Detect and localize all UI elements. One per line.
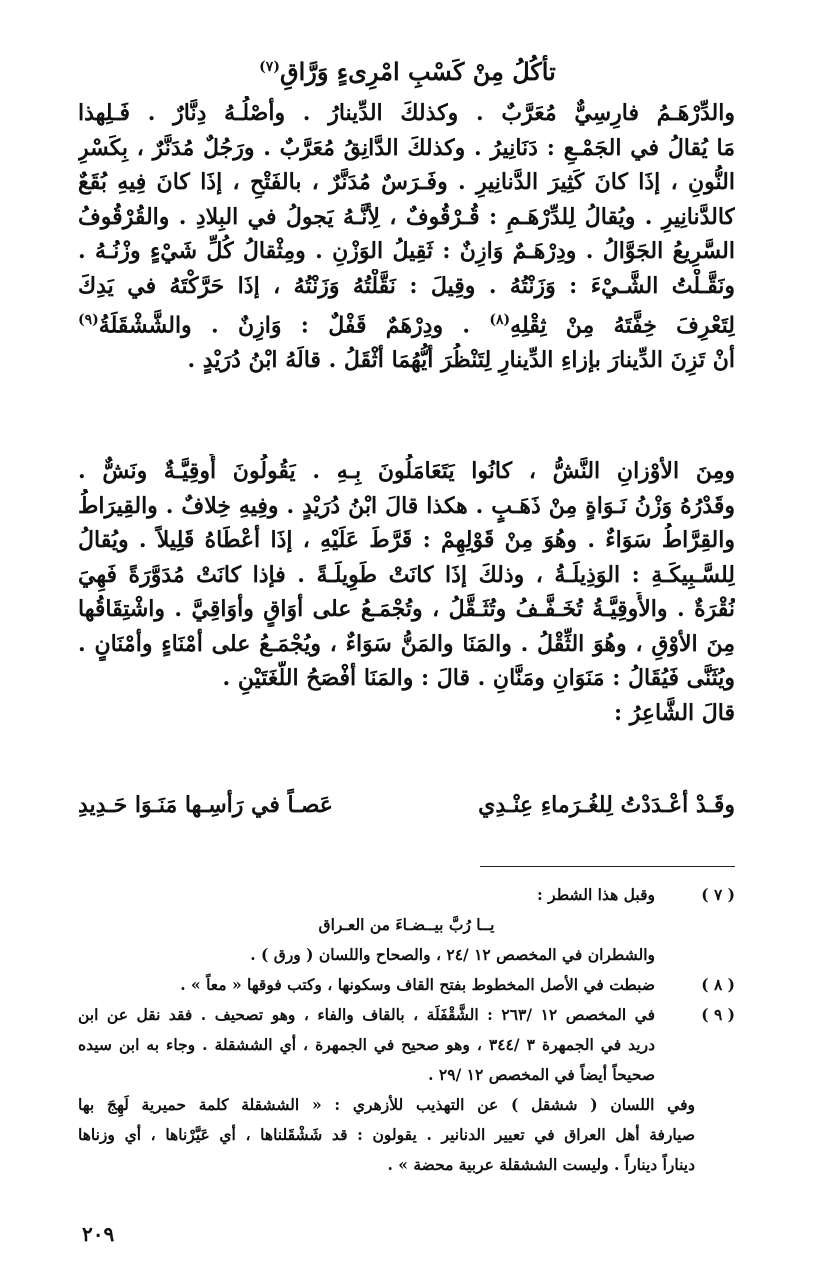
footnote-number: ( ٩ ) xyxy=(701,1005,735,1024)
poem-hemistich-1: وقَـدْ أعْـدَدْتُ لِلغُـرَماءِ عِنْـدِي xyxy=(478,792,735,818)
text-line: وقَدْرُهُ وَزْنُ نَـوَاةٍ مِنْ ذَهَـبٍ . هكذا قالَ ابْنُ دُرَيْدٍ . وفِيهِ خِلافٌ . والقِيرَاطُ xyxy=(78,492,735,519)
footnote-7 xyxy=(78,880,735,970)
footnote-line: صحيحاً أيضاً في المخصص ١٢ /٢٩ . xyxy=(428,1065,655,1084)
text-line: مَا يُقالُ في الجَمْـعِ : دَنَانِيرُ . وكذلكَ الدَّانِقُ مُعَرَّبٌ . ورَجُلٌ مُدَنَّرٌ ، بِكَسْرِ xyxy=(78,134,735,161)
footnote-9 xyxy=(78,1000,735,1090)
footnote-line: دريد في الجمهرة ٣ /٣٤٤ ، وهو صحيح في الجمهرة ، أي الششقلة . وجاء به ابن سيده xyxy=(78,1035,655,1054)
text-line: والقِرَّاطُ سَوَاءٌ . وهُوَ مِنْ قَوْلِهِمْ : قَرَّطَ عَلَيْهِ ، إذَا أعْطَاهُ قَلِيلاً . ويُقالُ xyxy=(78,527,735,553)
text-segment: . ودِرْهَمٌ قَفْلٌ : وَازِنٌ . والشَّشْقَلَةُ xyxy=(98,312,490,339)
footnote-verse: يــا رُبَّ بيــضـاءَ من العـراق xyxy=(318,915,495,934)
text-line: نُقْرَةٌ . والأُوقِيَّـةُ تُخَـفَّـفُ وتُثَـقَّلُ ، وتُجْمَـعُ على أوَاقٍ وأوَاقِيَّ . واشْتِقَاقُها xyxy=(78,596,735,622)
footnote-line: صيارفة أهل العراق في تعيير الدنانير . يقولون : قد شَشْقَلناها ، أي عَيَّرْناها ، أي وزناها xyxy=(78,1125,695,1144)
text-line: أنْ تَزِنَ الدِّينارَ بإزاءِ الدِّينارِ لِتَنْظُرَ أيُّهُمَا أثْقَلُ . قالَهُ ابْنُ دُرَيْدٍ . xyxy=(187,346,735,373)
footnote-8 xyxy=(78,970,735,1000)
page-number: ٢٠٩ xyxy=(82,1222,115,1246)
text-line: لِلسَّـبِيكَـةِ : الوَذِيلَـةُ ، وذلكَ إذَا كانَتْ طَوِيلَـةً . فإذا كانَتْ مُدَوَّرَةً فَهِيَ xyxy=(78,561,735,588)
text-line: كالدَّنانِيرِ . ويُقالُ لِلدِّرْهَـمِ : قُـرْقُوفٌ ، لِأنَّـهُ يَجولُ في البِلادِ . والقُرْقُوفُ xyxy=(78,203,735,230)
text-line: النُّونِ ، إذَا كانَ كَثِيرَ الدَّنانِيرِ . وفَـرَسٌ مُدَنَّرٌ ، بالفَتْحِ ، إذَا كانَ فِيهِ بُقَعٌ xyxy=(78,169,735,195)
poem-verse xyxy=(78,792,735,832)
footnote-line: وقبل هذا الشطر : xyxy=(537,885,655,904)
text-line xyxy=(78,303,735,343)
footnote-ref-9: (٩) xyxy=(78,312,99,328)
text-line: مِنَ الأوْقِ ، وهُوَ الثِّقْلُ . والمَنَا والمَنُّ سَوَاءٌ ، ويُجْمَـعُ على أمْنَاءٍ وأمْنَانٍ . xyxy=(78,630,735,657)
footnote-line: ديناراً ديناراً . وليست الششقلة عربية محضة » . xyxy=(387,1155,695,1174)
paragraph-2 xyxy=(78,454,735,730)
text-line: والدِّرْهَـمُ فارِسِيٌّ مُعَرَّبٌ . وكذلكَ الدِّينارُ . وأصْلُـهُ دِنَّارٌ . فَـلِهذا xyxy=(78,100,735,126)
running-header xyxy=(0,52,815,87)
footnote-divider xyxy=(480,866,735,867)
footnotes xyxy=(78,880,735,1180)
poem-hemistich-2: عَصـاً في رَأسِـها مَنَـوَا حَـدِيدِ xyxy=(78,792,333,818)
footnote-line: في المخصص ١٢ /٢٦٣ : الشَّقْفَلَة ، بالقاف والفاء ، وهو تصحيف . فقد نقل عن ابن xyxy=(78,1005,655,1024)
text-line: ونَقَّـلْتُ الشَّـيْءَ : وَزَنْتُهُ . وقِيلَ : نَقَّلْتُهُ وَزَنْتُهُ ، إذَا حَرَّكْتَهُ في يَدِكَ xyxy=(78,272,735,299)
footnote-number: ( ٨ ) xyxy=(701,975,735,994)
header-title: تأكُلُ مِنْ كَسْبِ امْرِىءٍ وَرَّاقِ xyxy=(279,57,556,86)
paragraph-1 xyxy=(78,96,735,377)
footnote-ref-8: (٨) xyxy=(489,312,511,328)
text-line: ويُثَنَّى فَيُقَالُ : مَنَوَانِ ومَنَّانِ . قالَ : والمَنَا أفْصَحُ اللُّغَتَيْنِ . xyxy=(222,665,735,691)
footnote-line: والشطران في المخصص ١٢ /٢٤ ، والصحاح واللسان ( ورق ) . xyxy=(250,945,655,964)
footnote-line: ضبطت في الأصل المخطوط بفتح القاف وسكونها ، وكتب فوقها « معاً » . xyxy=(180,975,655,994)
text-line: ومِنَ الأوْزانِ النَّشُّ ، كانُوا يَتَعَامَلُونَ بِـهِ . يَقُولُونَ أُوقِيَّـةٌ ونَشٌّ . xyxy=(78,458,735,484)
footnote-line: وفي اللسان ( ششقل ) عن التهذيب للأزهري : « الششقلة كلمة حميرية لَهِجَ بها xyxy=(78,1095,695,1114)
header-note-ref: (٧) xyxy=(259,59,280,75)
footnote-9-continuation xyxy=(78,1090,735,1180)
text-line: السَّرِيعُ الجَوَّالُ . ودِرْهَـمٌ وَازِنٌ : ثَقِيلُ الوَزْنِ . ومِثْقالُ كُلِّ شَيْءٍ وزْنُـهُ . xyxy=(78,238,735,264)
text-segment: لِتَعْرِفَ خِفَّتَهُ مِنْ ثِقْلِهِ xyxy=(510,312,735,339)
text-line: قالَ الشَّاعِرُ : xyxy=(613,699,735,726)
footnote-number: ( ٧ ) xyxy=(701,885,735,904)
